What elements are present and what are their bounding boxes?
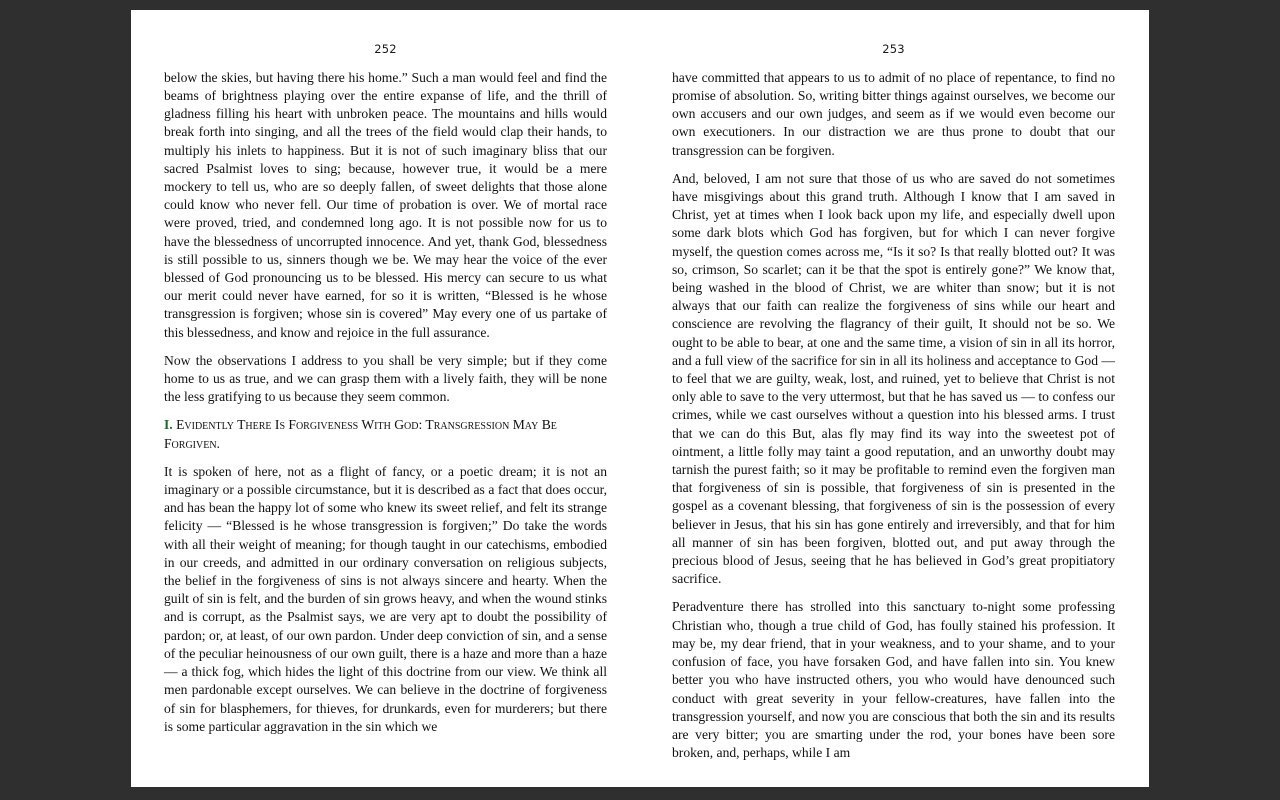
document-page bbox=[131, 10, 1149, 787]
left-column bbox=[164, 43, 607, 762]
page-number-left: 252 bbox=[374, 42, 397, 56]
paragraph: below the skies, but having there his home.” Such a man would feel and find the beams of brightness playing over the entire expanse of life, and the thrill of gladness filling his heart with unbroken peace. The mountains and hills would break forth into singing, and all the trees of the field would clap their hands, to multiply his inlets to happiness. But it is not of such imaginary bliss that our sacred Psalmist loves to sing; because, however true, it would be a mere mockery to tell us, who are so deeply fallen, of sweet delights that those alone could know who never fell. Our time of probation is over. We of mortal race were proved, tried, and condemned long ago. It is not possible now for us to have the blessedness of uncorrupted innocence. And yet, thank God, blessedness is still possible to us, sinners though we be. We may hear the voice of the ever blessed of God pronouncing us to be blessed. His mercy can secure to us what our merit could never have earned, for so it is written, “Blessed is he whose transgression is forgiven; whose sin is covered” May every one of us partake of this blessedness, and know and rejoice in the full assurance. bbox=[164, 69, 607, 340]
paragraph: It is spoken of here, not as a flight of fancy, or a poetic dream; it is not an imaginary or a possible circumstance, but it is described as a fact that does occur, and has bean the happy lot of some who knew its sweet relief, and felt its strange felicity — “Blessed is he whose transgression is forgiven;” Do take the words with all their weight of meaning; for though taught in our catechisms, embodied in our creeds, and admitted in our ordinary conversation on religious subjects, the belief in the forgiveness of sins is not always sincere and hearty. When the guilt of sin is felt, and the burden of sin grows heavy, and when the wound stinks and is corrupt, as the Psalmist says, we are very apt to doubt the possibility of pardon; or, at least, of our own pardon. Under deep conviction of sin, and a sense of the peculiar heinousness of our own guilt, there is a haze and more than a haze — a thick fog, which hides the light of this doctrine from our view. We think all men pardonable except ourselves. We can believe in the doctrine of forgiveness of sin for blasphemers, for thieves, for drunkards, even for murderers; but there is some particular aggravation in the sin which we bbox=[164, 463, 607, 734]
page-number-right: 253 bbox=[882, 42, 905, 56]
right-column bbox=[672, 43, 1115, 762]
paragraph: And, beloved, I am not sure that those of us who are saved do not sometimes have misgivings about this grand truth. Although I know that I am saved in Christ, yet at times when I look back upon my life, and especially dwell upon some dark blots which God has forgiven, but for which I can never forgive myself, the question comes across me, “Is it so? Is that really blotted out? It was so, crimson, So scarlet; can it be that the spot is entirely gone?” We know that, being washed in the blood of Christ, we are whiter than snow; but it is not always that our faith can realize the forgiveness of sins while our heart and conscience are revolving the flagrancy of their guilt, It should not be so. We ought to be able to bear, at one and the same time, a vision of sin in all its horror, and a full view of the sacrifice for sin in all its holiness and acceptance to God — to feel that we are guilty, weak, lost, and ruined, yet to believe that Christ is not only able to save to the very uttermost, but that he has saved us — to confess our crimes, while we cast ourselves without a question into his blessed arms. I trust that we can do this But, alas fly may find its way into the sweetest pot of ointment, a little folly may taint a good reputation, and an unworthy doubt may tarnish the purest faith; so it may be profitable to remind even the forgiven man that forgiveness of sin is possible, that forgiveness of sin is presented in the gospel as a covenant blessing, that forgiveness of sin is the possession of every believer in Jesus, that his sin has gone entirely and irreversibly, and that for him all manner of sin has been forgiven, blotted out, and put away through the precious blood of Jesus, seeing that he has believed in God’s great propitiatory sacrifice. bbox=[672, 170, 1115, 587]
section-heading-text: Evidently There Is Forgiveness With God: Transgression May Be Forgiven. bbox=[164, 417, 557, 451]
section-marker: I. bbox=[164, 417, 173, 433]
paragraph: Now the observations I address to you shall be very simple; but if they come home to us as true, and we can grasp them with a lively faith, they will be none the less gratifying to us because they seem common. bbox=[164, 352, 607, 405]
paragraph: Peradventure there has strolled into this sanctuary to-night some professing Christian who, though a true child of God, has foully stained his profession. It may be, my dear friend, that in your weakness, and to your shame, and to your confusion of face, you have forsaken God, and have fallen into sin. You knew better you who have instructed others, you who would have denounced such conduct with great severity in your fellow-creatures, have fallen into the transgression yourself, and now you are conscious that both the sin and its results are very bitter; you are smarting under the rod, your bones have been sore broken, and, perhaps, while I am bbox=[672, 599, 1115, 761]
paragraph: have committed that appears to us to admit of no place of repentance, to find no promise of absolution. So, writing bitter things against ourselves, we become our own accusers and our own judges, and seem as if we would even become our own executioners. In our distraction we are thus prone to doubt that our transgression can be forgiven. bbox=[672, 69, 1115, 158]
section-heading bbox=[164, 416, 607, 452]
page-columns bbox=[164, 43, 1116, 762]
